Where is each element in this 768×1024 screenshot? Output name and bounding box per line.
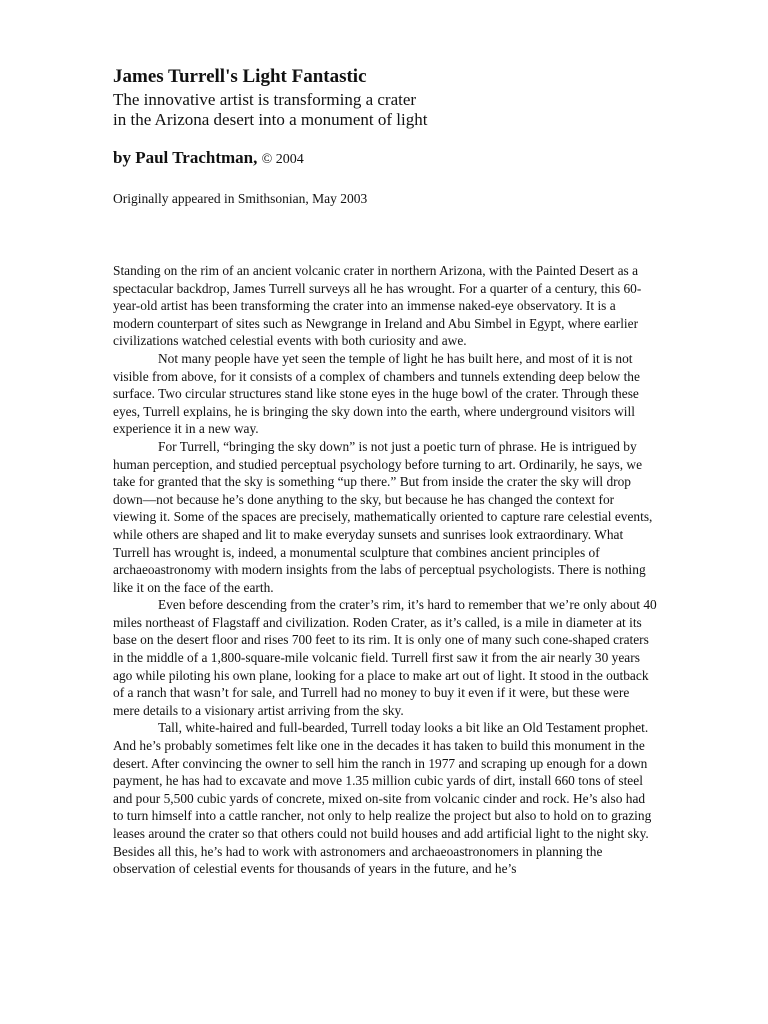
paragraph-5: Tall, white-haired and full-bearded, Turrell today looks a bit like an Old Testament prophet. And he’s probably sometimes felt like one in the decades it has taken to build this monument in the desert. After convincing the owner to sell him the ranch in 1977 and scraping up enough for a down payment, he has had to excavate and move 1.35 million cubic yards of dirt, install 660 tons of steel and pour 5,500 cubic yards of concrete, mixed on-site from volcanic cinder and rock. He’s also had to turn himself into a cattle rancher, not only to help realize the project but also to hold on to grazing leases around the crater so that others could not build houses and add artificial light to the night sky. Besides all this, he’s had to work with astronomers and archaeoastronomers in planning the observation of celestial events for thousands of years in the future, and he’s: [113, 720, 652, 877]
article-subtitle: [113, 90, 427, 130]
subtitle-line-1: The innovative artist is transforming a crater: [113, 90, 417, 109]
source-note: Originally appeared in Smithsonian, May 2003: [113, 191, 368, 206]
paragraph-3: For Turrell, “bringing the sky down” is not just a poetic turn of phrase. He is intrigued by human perception, and studied perceptual psychology before turning to art. Ordinarily, he says, we take for granted that the sky is something “up there.” But from inside the crater the sky will drop down—not because he’s done anything to the sky, but because he has changed the context for viewing it. Some of the spaces are precisely, mathematically oriented to capture rare celestial events, while others are shaped and lit to make everyday sunsets and sunrises look extraordinary. What Turrell has wrought is, indeed, a monumental sculpture that combines ancient principles of archaeoastronomy with modern insights from the labs of perceptual psychologists. There is nothing like it on the face of the earth.: [113, 438, 653, 595]
article-body: [113, 262, 658, 878]
paragraph-4: Even before descending from the crater’s rim, it’s hard to remember that we’re only about 40 miles northeast of Flagstaff and civilization. Roden Crater, as it’s called, is a mile in diameter at its base on the desert floor and rises 700 feet to its rim. It is only one of many such cone-shaped craters in the middle of a 1,800-square-mile volcanic field. Turrell first saw it from the air nearly 30 years ago while piloting his own plane, looking for a place to make art out of light. It stood in the outback of a ranch that wasn’t for sale, and Turrell had no money to buy it even if it were, but these were mere details to a visionary artist arriving from the sky.: [113, 597, 657, 718]
subtitle-line-2: in the Arizona desert into a monument of light: [113, 110, 428, 129]
paragraph-1: Standing on the rim of an ancient volcanic crater in northern Arizona, with the Painted Desert as a spectacular backdrop, James Turrell surveys all he has wrought. For a quarter of a century, this 60-year-old artist has been transforming the crater into an immense naked-eye observatory. It is a modern counterpart of sites such as Newgrange in Ireland and Abu Simbel in Egypt, where earlier civilizations watched celestial events with both curiosity and awe.: [113, 263, 642, 349]
byline: [113, 148, 304, 170]
paragraph-2: Not many people have yet seen the temple of light he has built here, and most of it is not visible from above, for it consists of a complex of chambers and tunnels extending deep below the surface. Two circular structures stand like stone eyes in the huge bowl of the crater. Through these eyes, Turrell explains, he is bringing the sky down into the earth, where underground visitors will experience it in a new way.: [113, 350, 640, 437]
author-name: by Paul Trachtman,: [113, 148, 258, 167]
article-title: James Turrell's Light Fantastic: [113, 66, 367, 87]
copyright-notice: © 2004: [261, 152, 304, 167]
